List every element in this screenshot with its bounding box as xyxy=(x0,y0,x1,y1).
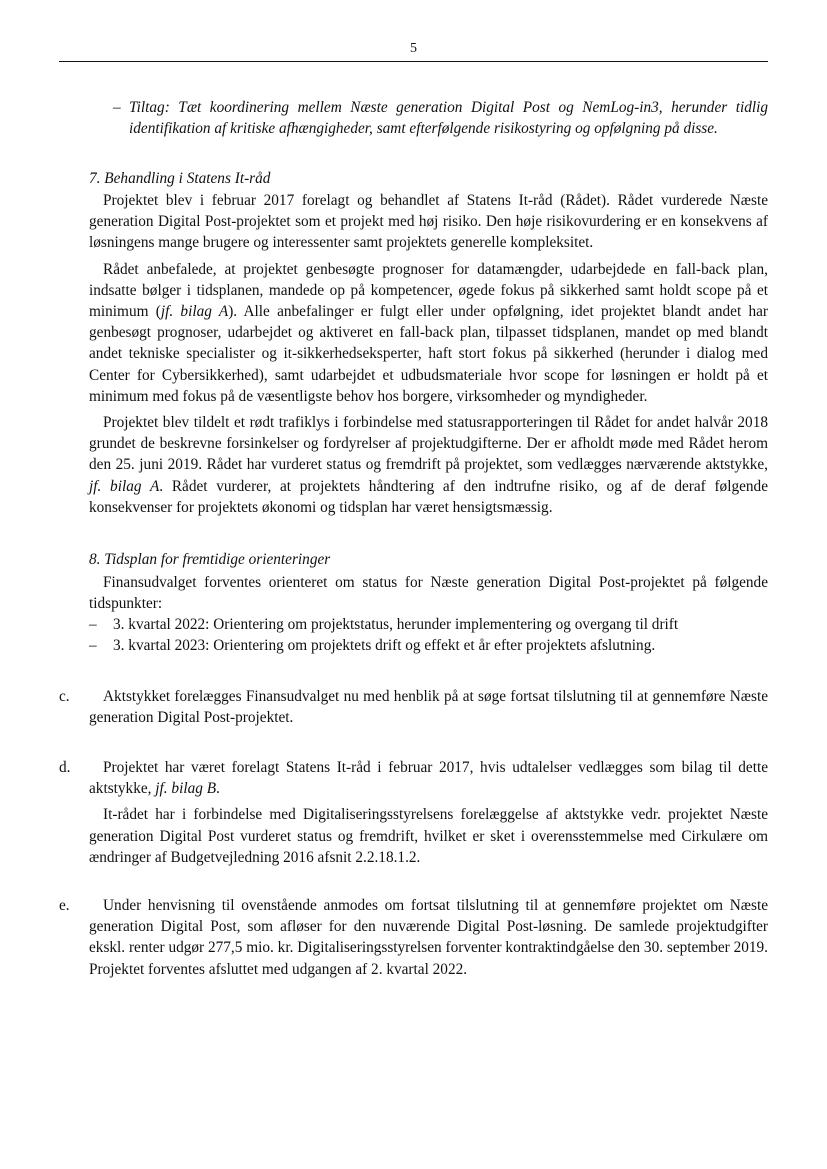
bilag-b-reference: jf. bilag B xyxy=(155,780,217,798)
p2-text-b: ). Alle anbefalinger er fulgt eller under opfølgning, idet projektet blandt andet har genbesøgt prognoser, udarbejdet og aktiveret en fall-back plan, tilpasset tidsplanen, mandet op med blandt andet tekniske specialister og it-sikkerhedseksperter, haft stort fokus på sikkerhed (herunder i dialog med Center for Cybersikkerhed), samt udarbejdet et udbudsmateriale hvor scope for løsningen er holdt på et minimum med fokus på de væsentligste behov hos borgere, virksomheder og myndigheder. xyxy=(89,303,768,405)
section-8-heading: 8. Tidsplan for fremtidige orienteringer xyxy=(89,551,331,568)
tiltag-item xyxy=(113,97,768,139)
section-e-letter: e. xyxy=(59,897,70,914)
page-number: 5 xyxy=(410,41,417,56)
section-e-body xyxy=(89,895,768,980)
list-item-text: 3. kvartal 2023: Orientering om projektets drift og effekt et år efter projektets afslutning. xyxy=(113,637,656,655)
header-rule xyxy=(59,61,768,62)
section-c-body xyxy=(89,686,768,728)
p2-text-a: Rådet anbefalede, at projektet genbesøgte prognoser for datamængder, udarbejdede en fall-back plan, indsatte bølger i tidsplanen, mandede op på kompetencer, øgede fokus på sikkerhed samt holdt scope på et minimum ( xyxy=(89,260,768,321)
d-text-b: . xyxy=(216,780,220,798)
section-8-body xyxy=(89,572,768,614)
section-7-heading: 7. Behandling i Statens It-råd xyxy=(89,170,271,187)
list-item xyxy=(89,614,768,635)
d-text-a: Projektet har været forelagt Statens It-råd i februar 2017, hvis udtalelser vedlægges som bilag til dette aktstykke, xyxy=(89,759,768,798)
list-dash: – xyxy=(89,616,97,633)
tiltag-dash: – xyxy=(113,99,121,116)
section-7-paragraph-1: Projektet blev i februar 2017 forelagt og behandlet af Statens It-råd (Rådet). Rådet vurderede Næste generation Digital Post-projektet som et projekt med høj risiko. Den høje risikovurdering er en konsekvens af løsningens mange brugere og interessenter samt projektets generelle kompleksitet. xyxy=(89,192,768,252)
section-d-letter: d. xyxy=(59,759,71,776)
section-8-paragraph: Finansudvalget forventes orienteret om status for Næste generation Digital Post-projektet på følgende tidspunkter: xyxy=(89,574,768,613)
list-dash: – xyxy=(89,637,97,655)
p3-text-b: . Rådet vurderer, at projektets håndtering af den indtrufne risiko, og af de deraf følgende konsekvenser for projektets økonomi og tidsplan har været hensigtsmæssig. xyxy=(89,477,768,516)
section-d-paragraph-2: It-rådet har i forbindelse med Digitaliseringsstyrelsens forelæggelse af aktstykke vedr. projektet Næste generation Digital Post vurderet status og fremdrift, hvilket er sket i overensstemmelse med Cirkulære om ændringer af Budgetvejledning 2016 afsnit 2.2.18.1.2. xyxy=(89,806,768,866)
tiltag-text: Tiltag: Tæt koordinering mellem Næste generation Digital Post og NemLog-in3, herunder tidlig identifikation af kritiske afhængigheder, samt efterfølgende risikostyring og opfølgning på disse. xyxy=(129,99,768,138)
section-7-paragraph-2 xyxy=(89,259,768,407)
section-c-letter: c. xyxy=(59,688,70,705)
list-item xyxy=(89,635,768,656)
section-8-list xyxy=(89,614,768,656)
section-c-paragraph: Aktstykket forelægges Finansudvalget nu med henblik på at søge fortsat tilslutning til at gennemføre Næste generation Digital Post-projektet. xyxy=(89,688,768,727)
bilag-a-reference: jf. bilag A xyxy=(89,477,160,495)
section-7-paragraph-3 xyxy=(89,412,768,518)
section-e-paragraph: Under henvisning til ovenstående anmodes om fortsat tilslutning til at gennemføre projektet om Næste generation Digital Post, som afløser for den nuværende Digital Post-løsning. De samlede projektudgifter ekskl. renter udgør 277,5 mio. kr. Digitaliseringsstyrelsen forventer kontraktindgåelse den 30. september 2019. Projektet forventes afsluttet med udgangen af 2. kvartal 2022. xyxy=(89,897,768,978)
list-item-text: 3. kvartal 2022: Orientering om projektstatus, herunder implementering og overgang til drift xyxy=(113,616,679,633)
bilag-a-reference: jf. bilag A xyxy=(160,303,229,321)
p3-text-a: Projektet blev tildelt et rødt trafiklys i forbindelse med statusrapporteringen til Rådet for andet halvår 2018 grundet de beskrevne forsinkelser og fordyrelser af projektudgifterne. Der er afholdt møde med Rådet herom den 25. juni 2019. Rådet har vurderet status og fremdrift på projektet, som vedlægges nærværende aktstykke, xyxy=(89,414,768,474)
section-d-body xyxy=(89,757,768,868)
section-d-paragraph-1 xyxy=(89,757,768,799)
section-7-body xyxy=(89,190,768,518)
